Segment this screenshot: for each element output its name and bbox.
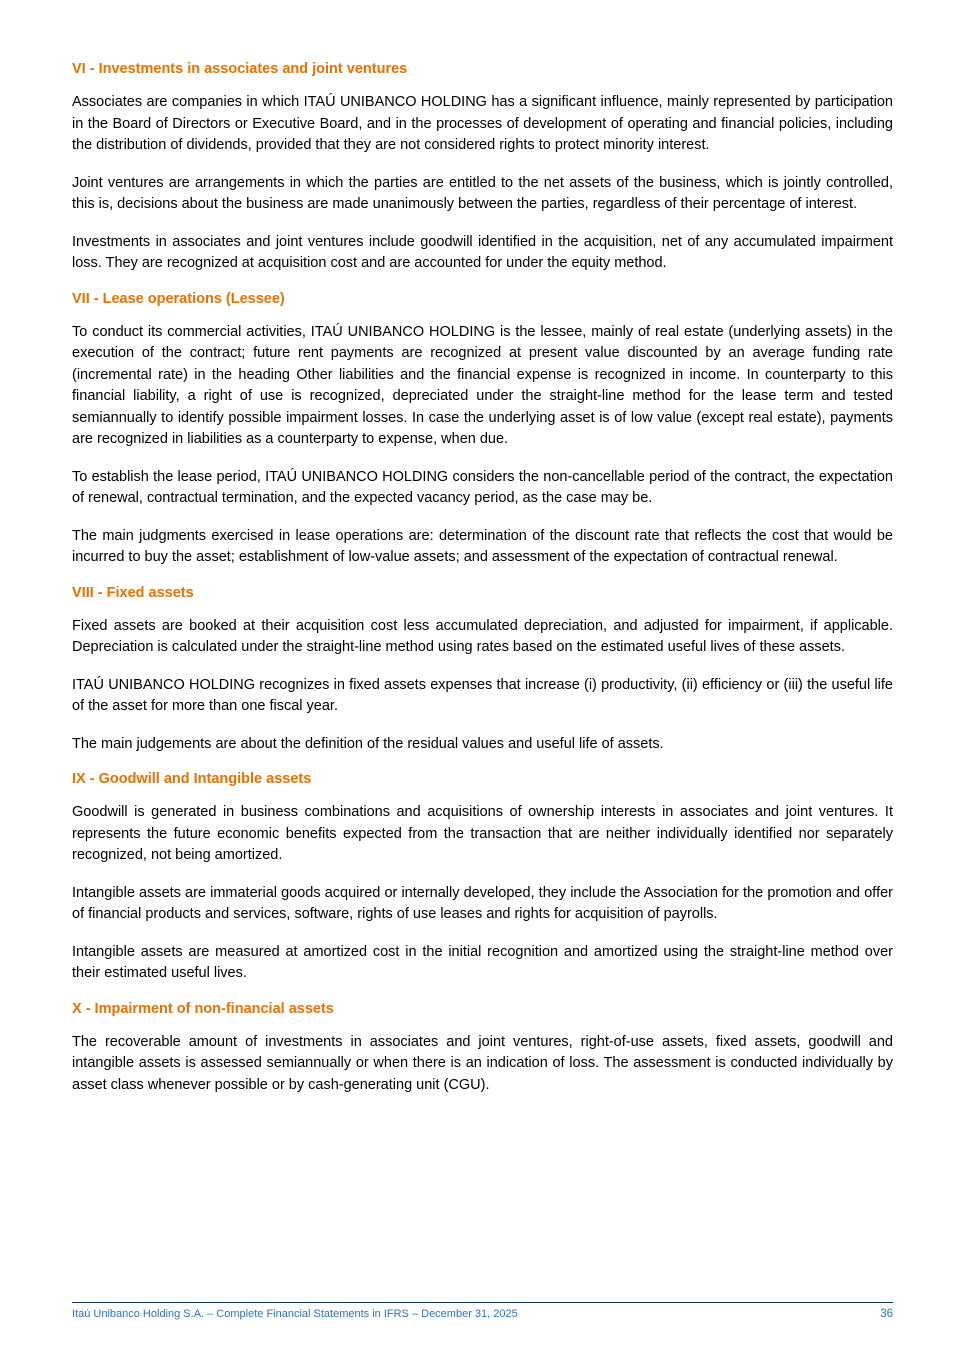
section-heading-viii: VIII - Fixed assets [72, 584, 194, 601]
section-heading-x: X - Impairment of non-financial assets [72, 1000, 334, 1017]
footer-document-title: Itaú Unibanco Holding S.A. – Complete Financial Statements in IFRS – December 31, 2025 [72, 1308, 518, 1320]
section-heading-vi: VI - Investments in associates and joint ventures [72, 61, 408, 77]
paragraph: Joint ventures are arrangements in which the parties are entitled to the net assets of the business, which is jointly controlled, this is, decisions about the business are made unanimously between the parties, regardless of their percentage of interest. [72, 174, 893, 212]
paragraph: Associates are companies in which ITAÚ UNIBANCO HOLDING has a significant influence, mainly represented by participation in the Board of Directors or Executive Board, and in the processes of development of operating and financial policies, including the distribution of dividends, provided that they are not considered rights to protect minority interest. [72, 94, 893, 153]
section-fixed-assets [72, 585, 893, 756]
footer-page-number: 36 [880, 1308, 893, 1320]
page-content [72, 61, 893, 1112]
paragraph: The main judgments exercised in lease operations are: determination of the discount rate that reflects the cost that would be incurred to buy the asset; establishment of low-value assets; and assessment of the expectation of contractual renewal. [72, 527, 893, 565]
section-lease-operations [72, 291, 893, 569]
paragraph: Intangible assets are measured at amortized cost in the initial recognition and amortized using the straight-line method over their estimated useful lives. [72, 943, 893, 981]
paragraph: To establish the lease period, ITAÚ UNIBANCO HOLDING considers the non-cancellable period of the contract, the expectation of renewal, contractual termination, and the expected vacancy period, as the case may be. [72, 468, 893, 506]
paragraph: The recoverable amount of investments in associates and joint ventures, right-of-use assets, fixed assets, goodwill and intangible assets is assessed semiannually or when there is an indication of loss. The assessment is conducted individually by asset class whenever possible or by cash-generating unit (CGU). [72, 1033, 893, 1093]
section-goodwill-intangible [72, 771, 893, 985]
paragraph: The main judgements are about the definition of the residual values and useful life of assets. [72, 735, 664, 752]
page-footer [72, 1302, 893, 1320]
section-investments-associates [72, 61, 893, 275]
section-impairment [72, 1001, 893, 1097]
paragraph: ITAÚ UNIBANCO HOLDING recognizes in fixed assets expenses that increase (i) productivity, (ii) efficiency or (iii) the useful life of the asset for more than one fiscal year. [72, 676, 893, 714]
paragraph: Goodwill is generated in business combinations and acquisitions of ownership interests in associates and joint ventures. It represents the future economic benefits expected from the transaction that are neither individually identified nor separately recognized, not being amortized. [72, 804, 893, 863]
paragraph: To conduct its commercial activities, ITAÚ UNIBANCO HOLDING is the lessee, mainly of real estate (underlying assets) in the execution of the contract; future rent payments are recognized at present value discounted by an average funding rate (incremental rate) in the heading Other liabilities and the financial expense is recognized in income. In counterparty to this financial liability, a right of use is recognized, depreciated under the straight-line method for the lease term and tested semiannually to identify possible impairment losses. In case the underlying asset is of low value (except real estate), payments are recognized in liabilities as a counterparty to expense, when due. [72, 323, 893, 447]
section-heading-ix: IX - Goodwill and Intangible assets [72, 771, 312, 787]
paragraph: Investments in associates and joint ventures include goodwill identified in the acquisition, net of any accumulated impairment loss. They are recognized at acquisition cost and are accounted for under the equity method. [72, 233, 893, 271]
paragraph: Intangible assets are immaterial goods acquired or internally developed, they include the Association for the promotion and offer of financial products and services, software, rights of use leases and rights for acquisition of payrolls. [72, 884, 893, 922]
section-heading-vii: VII - Lease operations (Lessee) [72, 290, 285, 307]
paragraph: Fixed assets are booked at their acquisition cost less accumulated depreciation, and adjusted for impairment, if applicable. Depreciation is calculated under the straight-line method using rates based on the estimated useful lives of these assets. [72, 617, 893, 655]
